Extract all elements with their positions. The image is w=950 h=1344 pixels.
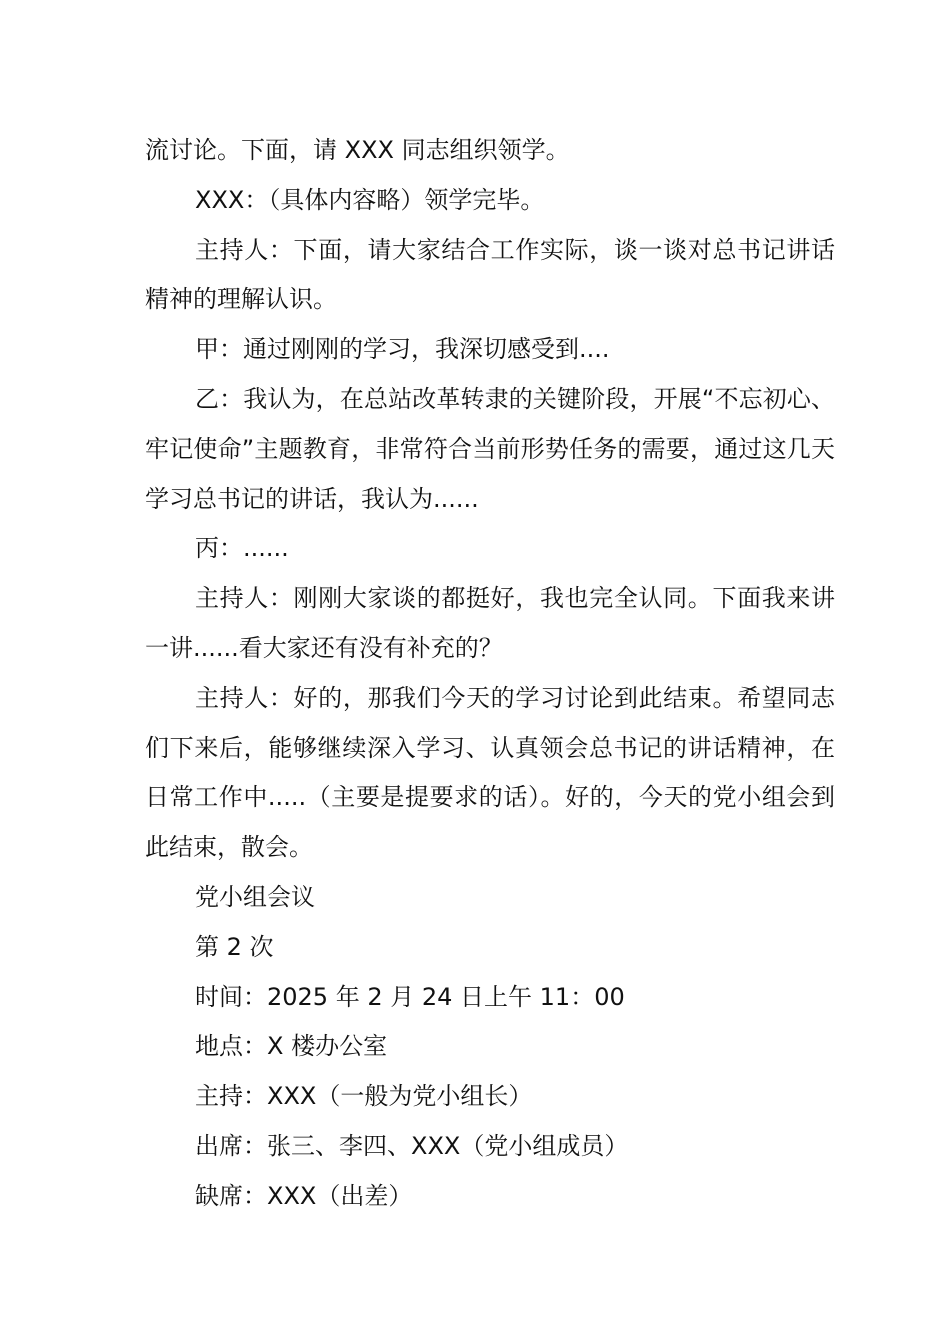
session-number: 第 2 次	[195, 932, 274, 961]
paragraph: XXX：（具体内容略）领学完毕。	[195, 185, 545, 214]
meeting-absentees: 缺席：XXX（出差）	[195, 1181, 413, 1210]
paragraph: 丙：......	[195, 534, 289, 563]
paragraph: 乙：我认为，在总站改革转隶的关键阶段，开展“不忘初心、牢记使命”主题教育，非常符合当前形势任务的需要，通过这几天学习总书记的讲话，我认为......	[145, 384, 835, 513]
paragraph: 主持人：刚刚大家谈的都挺好，我也完全认同。下面我来讲一讲......看大家还有没有补充的？	[145, 584, 835, 662]
paragraph: 甲：通过刚刚的学习，我深切感受到....	[195, 335, 610, 364]
paragraph: 流讨论。下面，请 XXX 同志组织领学。	[145, 136, 570, 164]
document-body	[145, 126, 835, 1222]
meeting-location: 地点：X 楼办公室	[195, 1032, 388, 1061]
section-heading: 党小组会议	[195, 882, 315, 911]
paragraph: 主持人：下面，请大家结合工作实际，谈一谈对总书记讲话精神的理解认识。	[145, 235, 835, 314]
meeting-time: 时间：2025 年 2 月 24 日上午 11：00	[195, 982, 625, 1011]
meeting-attendees: 出席：张三、李四、XXX（党小组成员）	[195, 1131, 629, 1160]
paragraph: 主持人：好的，那我们今天的学习讨论到此结束。希望同志们下来后，能够继续深入学习、认真领会总书记的讲话精神，在日常工作中.....（主要是提要求的话）。好的，今天的党小组会到此结束，散会。	[145, 683, 835, 862]
meeting-host: 主持：XXX（一般为党小组长）	[195, 1082, 533, 1111]
